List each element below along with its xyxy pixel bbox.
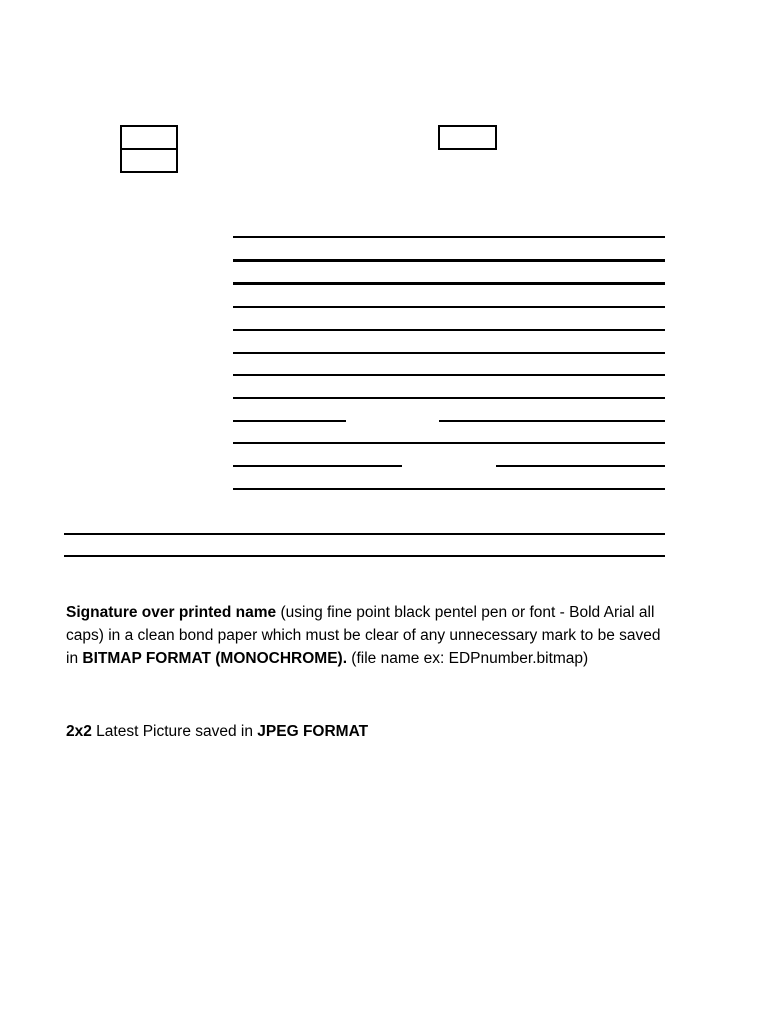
picture-bold-format: JPEG FORMAT — [257, 723, 369, 740]
picture-text: Latest Picture saved in — [91, 723, 258, 740]
signature-bold-format: BITMAP FORMAT (MONOCHROME). — [82, 650, 347, 667]
signature-bold-lead: Signature over printed name — [66, 604, 277, 621]
form-line-short-right — [496, 465, 665, 467]
form-line — [233, 442, 665, 444]
form-line-short-left — [233, 420, 346, 422]
form-line — [233, 352, 665, 354]
top-right-box — [438, 125, 497, 150]
form-line-short-left — [233, 465, 402, 467]
full-width-line — [64, 555, 665, 557]
signature-instruction — [66, 601, 666, 670]
form-line — [233, 282, 665, 285]
form-line — [233, 397, 665, 399]
top-left-box-upper — [120, 125, 178, 150]
full-width-line — [64, 533, 665, 535]
signature-text-1: (using fine point black pentel pen or font - Bold Arial all caps) in a clean bond paper which must be clear of any unnecessary mark to be saved in — [66, 604, 661, 667]
form-line — [233, 488, 665, 490]
picture-bold-size: 2x2 — [66, 723, 92, 740]
form-line — [233, 306, 665, 308]
form-line — [233, 329, 665, 331]
picture-instruction — [66, 720, 666, 743]
form-line — [233, 259, 665, 262]
form-line — [233, 236, 665, 238]
signature-text-2: (file name ex: EDPnumber.bitmap) — [347, 650, 589, 667]
top-left-box-lower — [120, 148, 178, 173]
form-line — [233, 374, 665, 376]
form-line-short-right — [439, 420, 665, 422]
